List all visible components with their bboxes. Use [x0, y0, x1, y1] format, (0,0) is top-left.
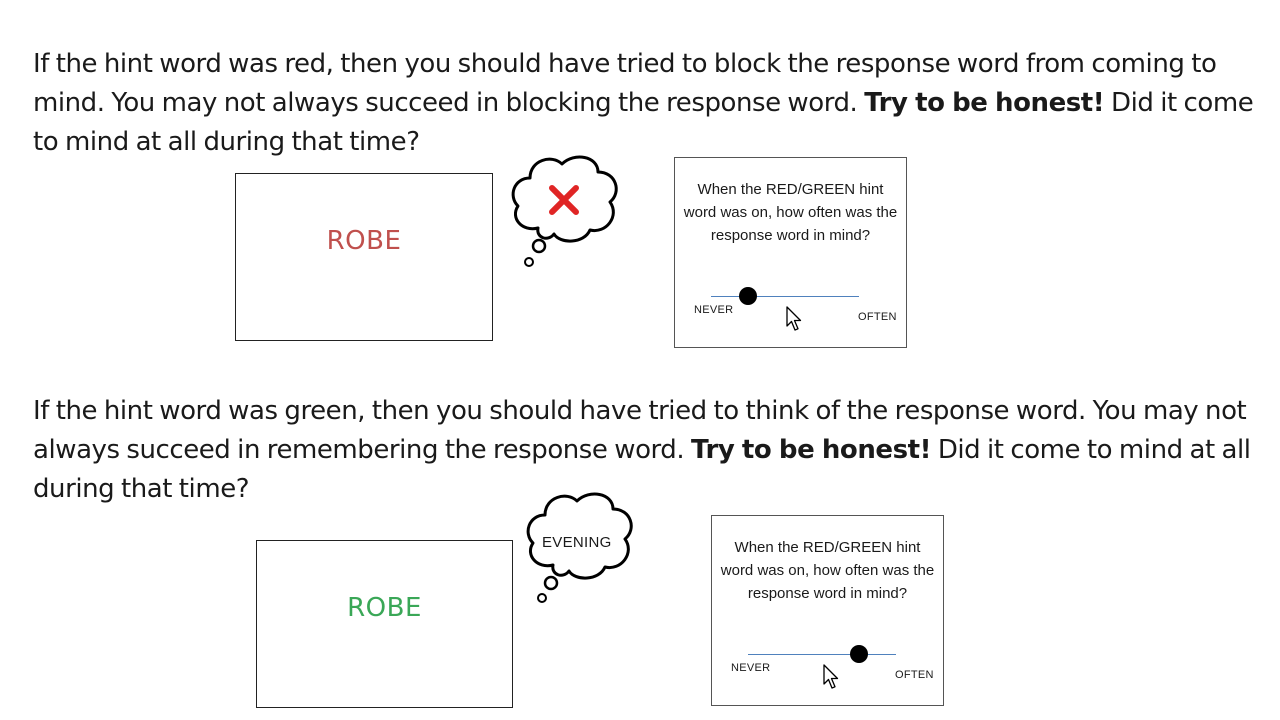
rating-question: When the RED/GREEN hint word was on, how often was the response word in mind? — [683, 181, 898, 244]
slider-track[interactable] — [748, 654, 896, 655]
instruction-green-text: If the hint word was green, then you should have tried to think of the response word. You may not always succeed in remembering the response word. — [33, 396, 1247, 465]
cue-word-box-red — [235, 173, 493, 341]
instruction-green — [33, 392, 1263, 509]
slider-max-label: OFTEN — [858, 311, 897, 323]
slider-min-label: NEVER — [731, 662, 771, 674]
rating-question: When the RED/GREEN hint word was on, how often was the response word in mind? — [720, 539, 935, 602]
instruction-green-emphasis: Try to be honest! — [691, 435, 931, 465]
instruction-red-text: If the hint word was red, then you should have tried to block the response word from coming to mind. You may not always succeed in blocking the response word. — [33, 49, 1217, 118]
thought-word: EVENING — [542, 534, 612, 551]
instruction-red — [33, 45, 1263, 162]
slider-max-label: OFTEN — [895, 669, 934, 681]
mouse-pointer-icon — [786, 306, 802, 332]
thought-bubble-red — [508, 150, 623, 270]
slider-track[interactable] — [711, 296, 859, 297]
mouse-pointer-icon — [823, 664, 839, 690]
instruction-red-question: Did it come to mind at all during that time? — [33, 88, 1254, 157]
cue-word-red: ROBE — [326, 226, 402, 256]
cue-word-box-green — [256, 540, 513, 708]
cue-word-green: ROBE — [347, 593, 422, 623]
instruction-red-emphasis: Try to be honest! — [864, 88, 1105, 118]
rating-panel-red — [674, 157, 907, 348]
slider-thumb[interactable] — [739, 287, 757, 305]
slider-min-label: NEVER — [694, 304, 734, 316]
rating-panel-green — [711, 515, 944, 706]
instruction-green-question: Did it come to mind at all during that time? — [33, 435, 1251, 504]
slider-thumb[interactable] — [850, 645, 868, 663]
